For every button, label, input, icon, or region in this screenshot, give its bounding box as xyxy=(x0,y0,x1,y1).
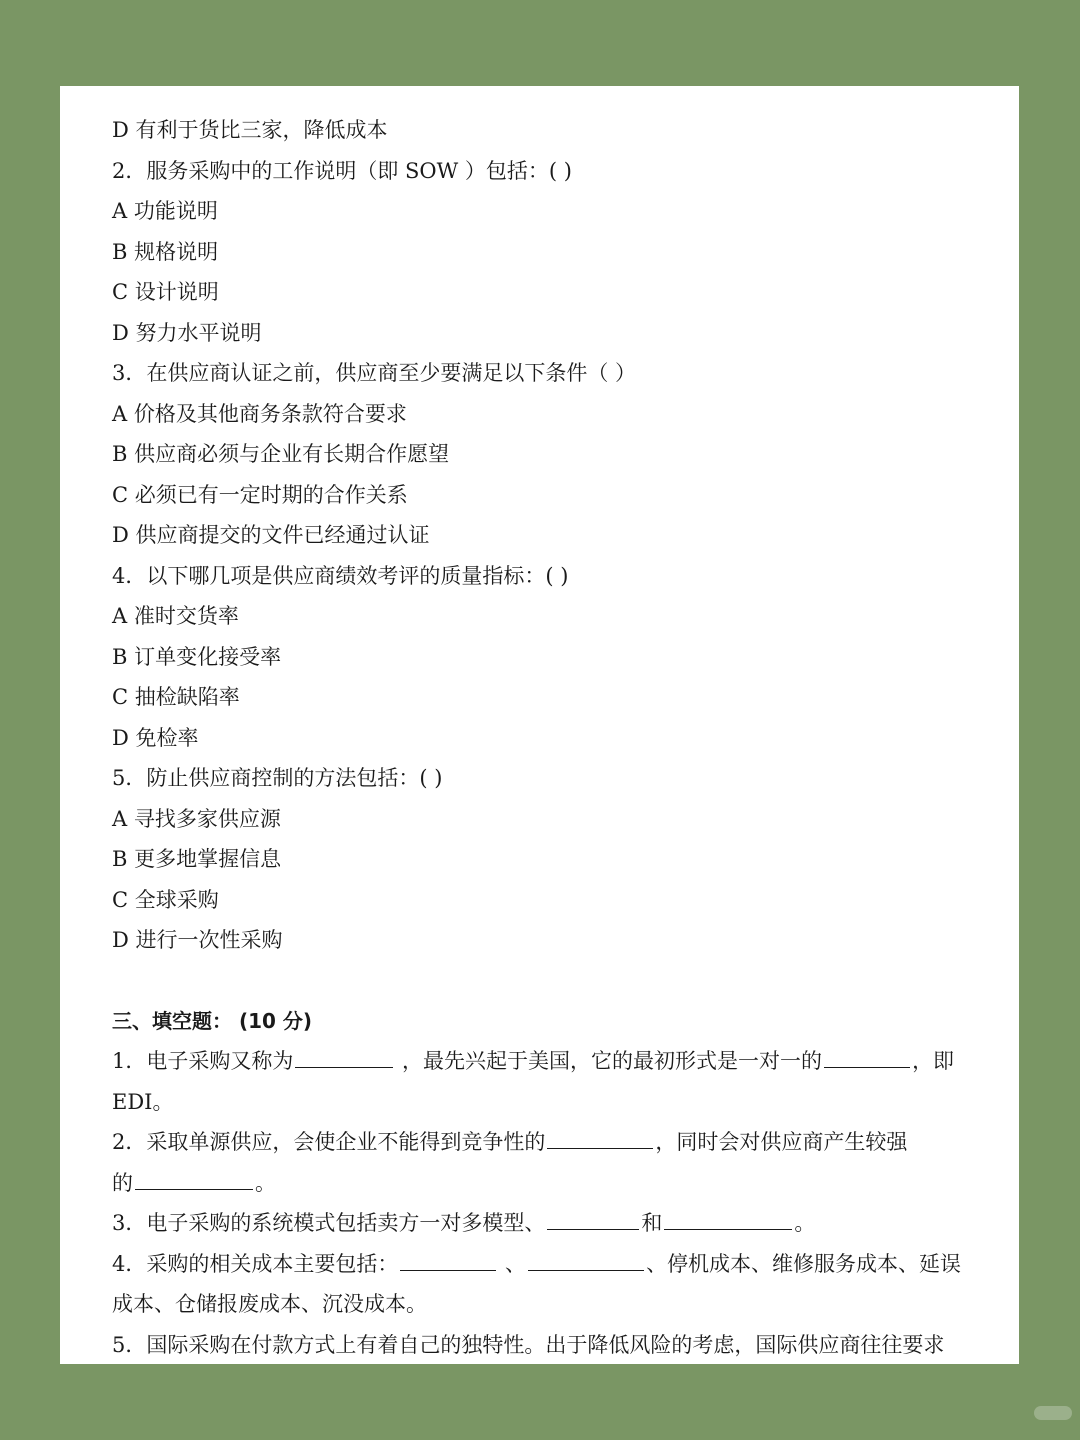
q5-option-c: C 全球采购 xyxy=(112,887,219,912)
q2-option-a: A 功能说明 xyxy=(112,199,218,223)
fill-item-2-blank-2 xyxy=(135,1169,253,1190)
q3-option-b: B 供应商必须与企业有长期合作愿望 xyxy=(112,442,450,466)
fill-item-2-text-1: 2．采取单源供应，会使企业不能得到竞争性的 xyxy=(112,1130,546,1154)
fill-item-1-blank-1 xyxy=(295,1047,393,1068)
q4-stem: 4．以下哪几项是供应商绩效考评的质量指标：( ) xyxy=(112,563,569,588)
section-title-fill-blank: 三、填空题： (10 分) xyxy=(112,1008,313,1033)
fill-item-2-text-2: ，同时会对供应商产生较强 xyxy=(655,1130,908,1154)
q5-stem: 5．防止供应商控制的方法包括：( ) xyxy=(112,766,443,790)
q3-option-a: A 价格及其他商务条款符合要求 xyxy=(112,401,407,426)
fill-item-4-blank-2 xyxy=(528,1250,644,1271)
fill-item-1-line-2 xyxy=(112,1082,987,1123)
fill-item-2-text-3: 的 xyxy=(112,1170,133,1195)
fill-item-1-text-2: ，最先兴起于美国，它的最初形式是一对一的 xyxy=(395,1049,823,1073)
q4-option-b: B 订单变化接受率 xyxy=(112,644,282,669)
fill-item-4-line-2 xyxy=(112,1284,987,1325)
fill-item-2-blank-1 xyxy=(547,1128,653,1149)
fill-item-2-text-4: 。 xyxy=(255,1170,276,1195)
q3-option-c: C 必须已有一定时期的合作关系 xyxy=(112,482,408,507)
fill-item-3-text-1: 3．电子采购的系统模式包括卖方一对多模型、 xyxy=(112,1211,546,1235)
fill-item-3-blank-1 xyxy=(547,1209,639,1230)
q1-option-d: D 有利于货比三家，降低成本 xyxy=(112,118,388,142)
fill-item-2-line-1 xyxy=(112,1122,987,1163)
q2-option-d: D 努力水平说明 xyxy=(112,320,262,345)
q2-option-c: C 设计说明 xyxy=(112,280,219,304)
q5-option-d: D 进行一次性采购 xyxy=(112,928,283,952)
fill-item-4-text-3: 、停机成本、维修服务成本、延误 xyxy=(646,1251,962,1276)
fill-item-1-blank-2 xyxy=(824,1047,910,1068)
q3-stem: 3．在供应商认证之前，供应商至少要满足以下条件（ ） xyxy=(112,361,637,385)
fill-item-5-line-1 xyxy=(112,1325,987,1365)
fill-item-5-text-1: 5．国际采购在付款方式上有着自己的独特性。出于降低风险的考虑，国际供应商往往要求 xyxy=(112,1332,945,1357)
q5-option-b: B 更多地掌握信息 xyxy=(112,847,282,871)
fill-item-2-line-2 xyxy=(112,1163,987,1204)
watermark-logo xyxy=(1034,1406,1072,1420)
fill-item-3-text-2: 和 xyxy=(641,1211,663,1235)
fill-item-4-text-4: 成本、仓储报废成本、沉没成本。 xyxy=(112,1292,427,1316)
q4-option-a: A 准时交货率 xyxy=(112,604,239,628)
q5-option-a: A 寻找多家供应源 xyxy=(112,806,281,831)
fill-item-1-text-4: EDI。 xyxy=(112,1089,174,1114)
fill-item-4-line-1 xyxy=(112,1244,987,1285)
q2-option-b: B 规格说明 xyxy=(112,239,219,264)
fill-item-3-line-1 xyxy=(112,1203,987,1244)
fill-item-4-text-2: 、 xyxy=(498,1251,527,1276)
exam-content xyxy=(112,110,987,1364)
fill-item-1-text-3: ，即 xyxy=(912,1049,955,1073)
q4-option-d: D 免检率 xyxy=(112,725,199,750)
q2-stem: 2．服务采购中的工作说明（即 SOW ）包括：( ) xyxy=(112,158,572,183)
fill-item-3-blank-2 xyxy=(664,1209,792,1230)
section-spacer xyxy=(112,961,987,1001)
q3-option-d: D 供应商提交的文件已经通过认证 xyxy=(112,523,430,547)
fill-item-1-text-1: 1．电子采购又称为 xyxy=(112,1049,294,1073)
q4-option-c: C 抽检缺陷率 xyxy=(112,685,240,709)
fill-item-4-text-1: 4．采购的相关成本主要包括： xyxy=(112,1251,399,1276)
fill-item-3-text-3: 。 xyxy=(794,1211,816,1235)
fill-item-1-line-1 xyxy=(112,1041,987,1082)
fill-item-4-blank-1 xyxy=(400,1250,496,1271)
exam-page xyxy=(60,86,1019,1364)
